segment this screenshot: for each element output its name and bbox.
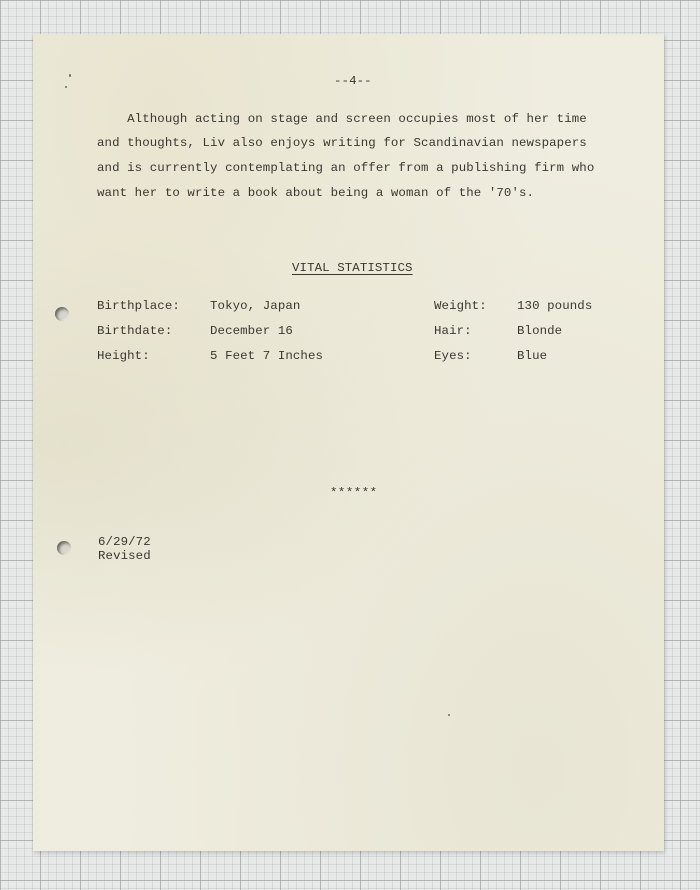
document-date: 6/29/72 xyxy=(98,535,151,549)
height-label: Height: xyxy=(97,349,150,363)
hair-label: Hair: xyxy=(434,324,472,338)
height-value: 5 Feet 7 Inches xyxy=(210,349,324,363)
birthplace-label: Birthplace: xyxy=(97,299,180,313)
weight-label: Weight: xyxy=(434,299,487,313)
paragraph-line: want her to write a book about being a woman of the '70's. xyxy=(97,186,535,200)
page-number: --4-- xyxy=(334,74,372,88)
birthdate-label: Birthdate: xyxy=(97,324,173,338)
paragraph-line: Although acting on stage and screen occupies most of her time xyxy=(97,112,587,126)
paper-speck xyxy=(448,714,450,716)
weight-value: 130 pounds xyxy=(517,299,593,313)
punch-hole xyxy=(55,307,69,321)
eyes-label: Eyes: xyxy=(434,349,472,363)
paragraph-line: and is currently contemplating an offer from a publishing firm who xyxy=(97,161,595,175)
paper-speck xyxy=(69,74,71,77)
paragraph-line: and thoughts, Liv also enjoys writing for Scandinavian newspapers xyxy=(97,136,587,150)
punch-hole xyxy=(57,541,71,555)
birthplace-value: Tokyo, Japan xyxy=(210,299,301,313)
revision-note: Revised xyxy=(98,549,151,563)
vital-statistics-heading: VITAL STATISTICS xyxy=(292,261,413,275)
eyes-value: Blue xyxy=(517,349,548,363)
paper-speck xyxy=(65,86,67,88)
birthdate-value: December 16 xyxy=(210,324,293,338)
typed-document-page xyxy=(33,34,664,851)
hair-value: Blonde xyxy=(517,324,563,338)
section-separator: ****** xyxy=(330,486,378,500)
